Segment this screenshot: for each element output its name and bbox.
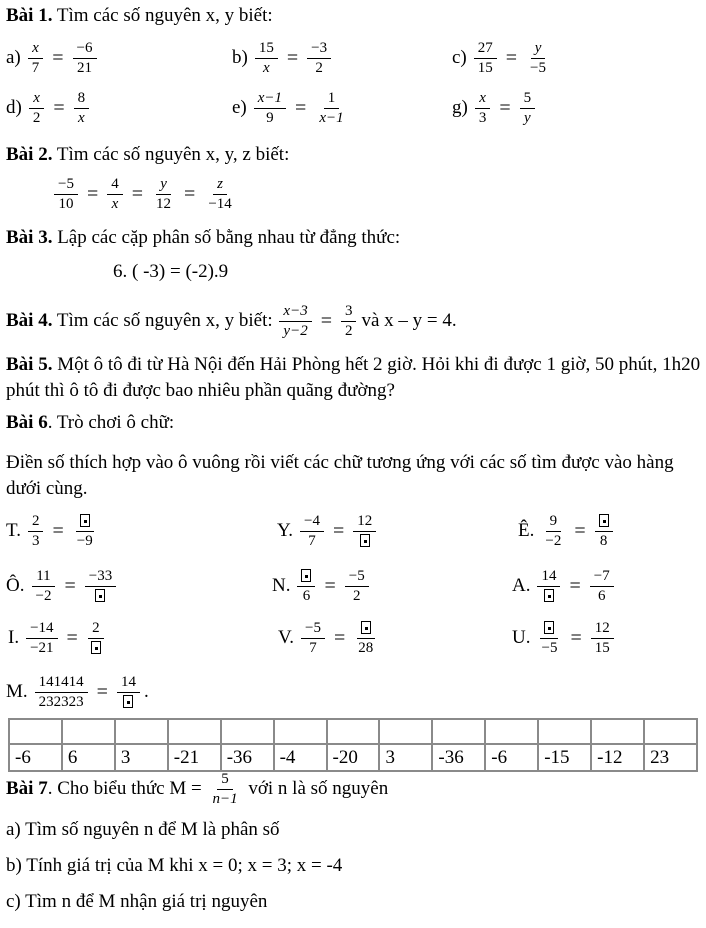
fraction — [73, 40, 97, 77]
fraction-numerator placeholder-box — [80, 514, 90, 527]
equals-sign: = — [499, 96, 511, 119]
exercise-5-paragraph — [6, 352, 703, 404]
fraction — [31, 568, 55, 605]
fraction-numerator: −33 — [88, 567, 113, 584]
exercise-1-item-b — [232, 37, 333, 79]
exercise-1-title: Tìm các số nguyên x, y biết: — [52, 5, 273, 26]
table-cell: -36 — [221, 744, 274, 771]
fraction — [26, 620, 57, 657]
fraction-numerator: x−3 — [283, 302, 308, 319]
fraction — [307, 40, 331, 77]
fraction-denominator: 9 — [266, 109, 274, 126]
fraction — [28, 513, 44, 550]
exercise-1-item-e — [232, 87, 350, 129]
exercise-7-tail: với n là số nguyên — [243, 778, 389, 799]
table-cell — [115, 719, 168, 744]
table-cell — [432, 719, 485, 744]
puzzle-item-E-circumflex — [518, 510, 615, 552]
fraction-numerator: 14 — [541, 567, 557, 584]
fraction-numerator placeholder-box — [301, 569, 311, 582]
fraction-denominator: −2 — [545, 532, 562, 549]
item-label: b) — [232, 47, 248, 68]
item-label: Ê. — [518, 520, 535, 541]
fraction-denominator: y — [524, 109, 531, 126]
fraction-denominator: n−1 — [212, 790, 238, 807]
item-label: A. — [512, 575, 531, 596]
fraction — [73, 513, 97, 550]
table-cell: -12 — [591, 744, 644, 771]
fraction-denominator: 15 — [477, 59, 493, 76]
fraction — [345, 568, 369, 605]
exercise-1-item-a — [6, 37, 99, 79]
fraction — [353, 513, 376, 550]
fraction-numerator: x — [32, 39, 39, 56]
fraction-numerator: −6 — [76, 39, 93, 56]
exercise-7-part-b: b) Tính giá trị của M khi x = 0; x = 3; x = -4 — [6, 855, 343, 876]
exercise-4-tail: và x – y = 4. — [361, 310, 457, 331]
fraction-denominator placeholder-box — [91, 641, 101, 654]
item-label: Y. — [277, 520, 294, 541]
fraction-denominator placeholder-box — [544, 589, 554, 602]
fraction — [74, 90, 90, 127]
item-label: e) — [232, 97, 247, 118]
fraction-numerator: x−1 — [257, 89, 283, 106]
fraction-denominator: x — [111, 195, 119, 212]
exercise-4-line — [6, 300, 457, 342]
fraction-numerator placeholder-box — [361, 621, 371, 634]
fraction-denominator: −14 — [208, 195, 232, 212]
exercise-4-lead: Tìm các số nguyên x, y biết: — [52, 310, 278, 331]
fraction-denominator: 12 — [156, 195, 172, 212]
fraction — [520, 90, 536, 127]
fraction-denominator placeholder-box — [95, 589, 105, 602]
fraction — [117, 674, 140, 711]
equals-sign: = — [53, 96, 65, 119]
table-cell — [62, 719, 115, 744]
puzzle-item-M — [6, 671, 149, 713]
fraction-denominator: x−1 — [319, 109, 344, 126]
fraction-numerator: 15 — [258, 39, 274, 56]
equals-sign: = — [295, 96, 307, 119]
fraction-numerator placeholder-box — [544, 621, 554, 634]
table-cell: 23 — [644, 744, 697, 771]
fraction-numerator: 9 — [549, 512, 558, 529]
table-cell: -15 — [538, 744, 591, 771]
exercise-1-item-c — [452, 37, 552, 79]
fraction-numerator: z — [217, 175, 223, 192]
fraction-denominator: 10 — [58, 195, 74, 212]
fraction — [255, 40, 278, 77]
item-label: T. — [6, 520, 21, 541]
table-cell — [644, 719, 697, 744]
item-label: d) — [6, 97, 22, 118]
fraction-denominator: 7 — [309, 639, 317, 656]
fraction-numerator: 5 — [523, 89, 532, 106]
fraction-denominator: 2 — [353, 587, 361, 604]
fraction — [107, 176, 123, 213]
exercise-6-title: . Trò chơi ô chữ: — [47, 412, 175, 433]
fraction-numerator: 141414 — [38, 673, 84, 690]
fraction-denominator: −21 — [30, 639, 54, 656]
fraction-numerator placeholder-box — [599, 514, 609, 527]
fraction — [300, 513, 324, 550]
fraction-numerator: −14 — [30, 619, 54, 636]
table-cell: -21 — [168, 744, 221, 771]
table-cell: -6 — [485, 744, 538, 771]
fraction — [301, 620, 325, 657]
table-cell: 6 — [62, 744, 115, 771]
table-cell: -20 — [327, 744, 380, 771]
item-label: Ô. — [6, 575, 25, 596]
fraction — [537, 620, 561, 657]
table-cell — [379, 719, 432, 744]
fraction-denominator: x — [262, 59, 270, 76]
puzzle-item-U — [512, 617, 616, 659]
exercise-2-title: Tìm các số nguyên x, y, z biết: — [52, 144, 290, 165]
fraction-numerator: 5 — [221, 770, 229, 787]
fraction-numerator: 2 — [31, 512, 40, 529]
fraction-numerator: 11 — [36, 567, 51, 584]
table-cell — [168, 719, 221, 744]
equals-sign: = — [333, 519, 345, 542]
table-cell — [274, 719, 327, 744]
fraction-denominator: 8 — [599, 532, 608, 549]
answer-table — [8, 718, 698, 772]
exercise-1-item-d — [6, 87, 91, 129]
fraction-denominator: 6 — [598, 587, 606, 604]
table-cell: -6 — [9, 744, 62, 771]
fraction-numerator: 3 — [344, 302, 353, 319]
answer-table-number-row — [9, 744, 697, 771]
item-label: a) — [6, 47, 21, 68]
fraction-denominator: 15 — [594, 639, 610, 656]
equals-sign: = — [569, 574, 581, 597]
fraction-numerator: 1 — [327, 89, 336, 106]
equals-sign: = — [96, 680, 108, 703]
exercise-5-text: Một ô tô đi từ Hà Nội đến Hải Phòng hết 2 giờ. Hỏi khi đi được 1 giờ, 50 phút, 1h20 phút thì ô tô đi được bao nhiêu phần quãng đường? — [6, 354, 701, 401]
item-label: g) — [452, 97, 468, 118]
equals-sign: = — [334, 626, 346, 649]
fraction-numerator: 12 — [357, 512, 373, 529]
fraction-numerator: x — [479, 89, 486, 106]
fraction-numerator: 27 — [477, 39, 493, 56]
exercise-7-part-c: c) Tìm n để M nhận giá trị nguyên — [6, 891, 268, 912]
table-cell — [591, 719, 644, 744]
equals-sign: = — [286, 46, 299, 69]
fraction — [526, 40, 550, 77]
exercise-7-heading-line — [6, 768, 388, 810]
exercise-4-number: Bài 4. — [6, 310, 53, 331]
puzzle-item-V — [278, 617, 379, 659]
fraction-denominator: −5 — [541, 639, 558, 656]
fraction — [297, 568, 315, 605]
equals-sign: = — [86, 182, 99, 205]
fraction-numerator: 8 — [77, 89, 86, 106]
fraction-denominator: 6 — [302, 587, 311, 604]
fraction — [341, 303, 357, 340]
item-label: c) — [452, 47, 467, 68]
exercise-2-equation-chain — [52, 173, 238, 215]
fraction — [595, 513, 613, 550]
table-cell — [327, 719, 380, 744]
exercise-2-number: Bài 2. — [6, 144, 53, 165]
fraction — [537, 568, 560, 605]
equals-sign: = — [52, 519, 64, 542]
fraction-denominator: −9 — [76, 532, 93, 549]
puzzle-item-T — [6, 510, 99, 552]
fraction-denominator: −5 — [530, 59, 547, 76]
puzzle-item-I — [8, 617, 107, 659]
fraction-numerator: y — [160, 175, 167, 192]
exercise-6-intro: Điền số thích hợp vào ô vuông rồi viết các chữ tương ứng với các số tìm được vào hàng dưới cùng. — [6, 452, 674, 499]
fraction — [474, 40, 497, 77]
fraction-denominator: y−2 — [283, 322, 308, 339]
equals-sign: = — [505, 46, 518, 69]
fraction-numerator: 12 — [594, 619, 610, 636]
fraction — [590, 568, 614, 605]
fraction-numerator: −5 — [305, 619, 321, 636]
fraction — [475, 90, 491, 127]
exercise-3-number: Bài 3. — [6, 227, 53, 248]
fraction — [591, 620, 614, 657]
puzzle-item-A — [512, 565, 616, 607]
exercise-3-heading — [6, 227, 400, 249]
exercise-1-item-g — [452, 87, 537, 129]
table-cell — [9, 719, 62, 744]
fraction — [315, 90, 347, 127]
equals-sign: = — [66, 626, 78, 649]
fraction-numerator: 2 — [92, 619, 100, 636]
exercise-2-heading — [6, 144, 289, 166]
fraction — [87, 620, 105, 657]
fraction-numerator: −4 — [304, 512, 320, 529]
item-label: M. — [6, 681, 28, 702]
fraction — [208, 771, 241, 808]
equals-sign: = — [324, 574, 336, 597]
fraction-denominator: 2 — [32, 109, 41, 126]
fraction — [279, 303, 311, 340]
exercise-7-number: Bài 7 — [6, 778, 48, 799]
exercise-6-heading — [6, 412, 174, 434]
fraction-denominator: 28 — [358, 639, 374, 656]
answer-table-letter-row — [9, 719, 697, 744]
puzzle-item-O-circumflex — [6, 565, 118, 607]
fraction — [29, 90, 45, 127]
fraction-denominator: 3 — [31, 532, 40, 549]
fraction-numerator: 4 — [111, 175, 119, 192]
fraction — [28, 40, 44, 77]
table-cell: 3 — [379, 744, 432, 771]
fraction-numerator: −5 — [58, 175, 74, 192]
fraction-numerator: −7 — [593, 567, 610, 584]
exercise-6-number: Bài 6 — [6, 412, 48, 433]
fraction-denominator placeholder-box — [360, 534, 370, 547]
exercise-3-title: Lập các cặp phân số bằng nhau từ đẳng thức: — [52, 227, 401, 248]
fraction — [85, 568, 116, 605]
fraction-denominator: 21 — [77, 59, 93, 76]
fraction-denominator: 232323 — [38, 693, 84, 710]
exercise-7-part-a: a) Tìm số nguyên n để M là phân số — [6, 819, 280, 840]
equals-sign: = — [570, 626, 582, 649]
fraction — [204, 176, 235, 213]
puzzle-item-N — [272, 565, 371, 607]
item-label: N. — [272, 575, 291, 596]
fraction — [254, 90, 286, 127]
equals-sign: = — [52, 46, 64, 69]
fraction-numerator: −5 — [348, 567, 365, 584]
table-cell — [485, 719, 538, 744]
exercise-1-number: Bài 1. — [6, 5, 53, 26]
fraction — [541, 513, 565, 550]
exercise-1-heading — [6, 5, 273, 27]
fraction-denominator: 7 — [308, 532, 316, 549]
fraction-denominator: 2 — [315, 59, 323, 76]
exercise-3-equation: 6. ( -3) = (-2).9 — [113, 261, 229, 282]
equals-sign: = — [574, 519, 586, 542]
table-cell — [538, 719, 591, 744]
item-suffix: . — [143, 681, 149, 702]
equals-sign: = — [184, 182, 196, 205]
table-cell: -4 — [274, 744, 327, 771]
item-label: V. — [278, 627, 295, 648]
equals-sign: = — [320, 309, 332, 332]
table-cell: -36 — [432, 744, 485, 771]
fraction-denominator: 7 — [31, 59, 40, 76]
table-cell: 3 — [115, 744, 168, 771]
fraction — [35, 674, 88, 711]
fraction-denominator: −2 — [35, 587, 52, 604]
fraction-denominator: 3 — [478, 109, 487, 126]
fraction-denominator placeholder-box — [123, 695, 133, 708]
fraction — [354, 620, 377, 657]
equals-sign: = — [131, 182, 144, 205]
item-label: I. — [8, 627, 20, 648]
table-cell — [221, 719, 274, 744]
exercise-5-number: Bài 5. — [6, 354, 53, 375]
fraction-denominator: 2 — [344, 322, 353, 339]
item-label: U. — [512, 627, 531, 648]
fraction-numerator: 14 — [120, 673, 136, 690]
fraction — [54, 176, 78, 213]
exercise-7-lead: . Cho biểu thức M = — [47, 778, 207, 799]
puzzle-item-Y — [277, 510, 378, 552]
fraction-numerator: y — [534, 39, 542, 56]
fraction — [152, 176, 175, 213]
fraction-numerator: x — [33, 89, 40, 106]
fraction-numerator: −3 — [311, 39, 328, 56]
fraction-denominator: x — [78, 109, 85, 126]
equals-sign: = — [64, 574, 76, 597]
